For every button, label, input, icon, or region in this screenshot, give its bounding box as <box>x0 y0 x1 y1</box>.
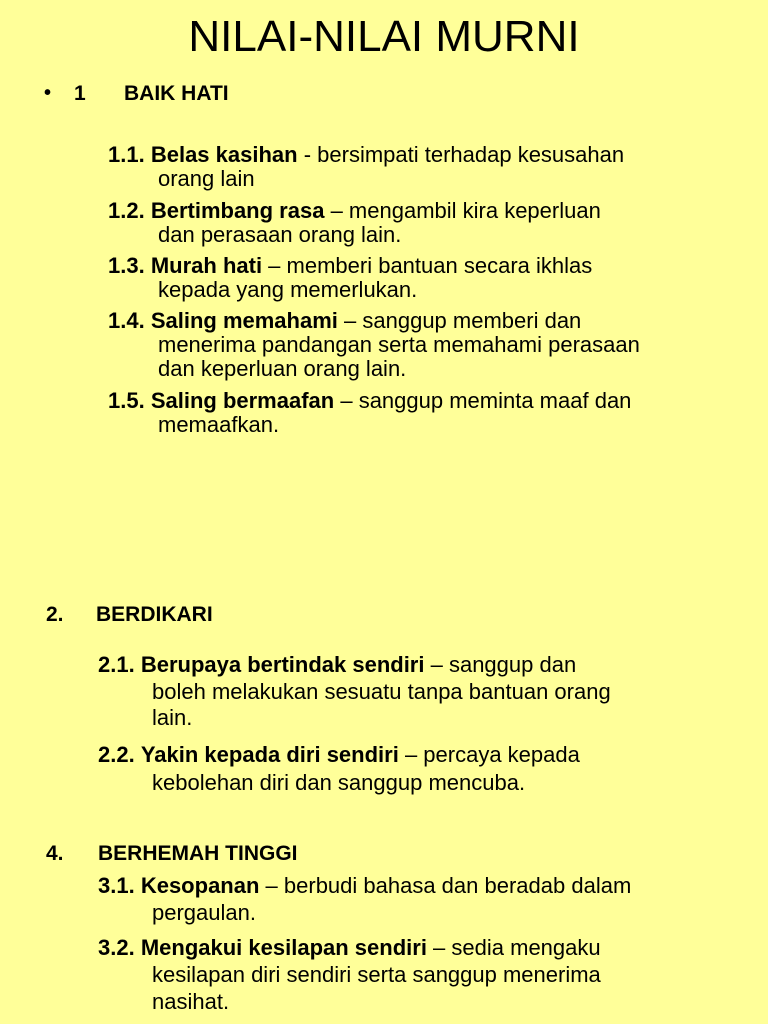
item-separator: – <box>424 652 449 677</box>
item-separator: - <box>297 142 318 167</box>
item-separator: – <box>398 742 424 767</box>
list-item <box>108 309 640 381</box>
page-title: NILAI-NILAI MURNI <box>188 12 580 61</box>
item-separator: – <box>337 308 363 333</box>
item-term: Bertimbang rasa <box>150 198 325 223</box>
section-number: 2. <box>46 603 64 626</box>
section-number: 4. <box>46 842 64 865</box>
item-number: 1.1. <box>108 142 145 167</box>
list-item <box>108 389 631 437</box>
item-number: 3.1. <box>98 873 135 898</box>
item-term: Murah hati <box>150 253 263 278</box>
item-description-cont: memaafkan. <box>158 412 280 437</box>
item-separator: – <box>426 935 452 960</box>
item-number: 1.4. <box>108 308 145 333</box>
item-separator: – <box>324 198 349 223</box>
item-term: Yakin kepada diri sendiri <box>140 742 399 767</box>
list-item <box>108 143 624 191</box>
item-term: Saling memahami <box>150 308 338 333</box>
section-label: BAIK HATI <box>124 82 229 105</box>
item-description-cont: kesilapan diri sendiri serta sanggup menerima <box>152 962 601 987</box>
item-description: sedia mengaku <box>451 935 601 960</box>
item-description-cont: lain. <box>152 705 193 730</box>
section-heading-baik-hati <box>74 82 229 106</box>
section-bullet: • <box>44 82 52 104</box>
item-description-cont: kebolehan diri dan sanggup mencuba. <box>152 770 526 795</box>
item-description: berbudi bahasa dan beradab dalam <box>283 873 632 898</box>
item-description: sanggup memberi dan <box>362 308 582 333</box>
item-number: 1.5. <box>108 388 145 413</box>
item-description: sanggup meminta maaf dan <box>358 388 632 413</box>
section-number: 1 <box>74 82 86 105</box>
item-description-cont: orang lain <box>158 166 255 191</box>
item-description: sanggup dan <box>448 652 577 677</box>
item-separator: – <box>334 388 359 413</box>
item-description-cont: dan keperluan orang lain. <box>158 356 407 381</box>
list-item <box>98 743 580 795</box>
item-description-cont: nasihat. <box>152 989 230 1014</box>
section-heading-berdikari <box>46 603 213 627</box>
item-term: Berupaya bertindak sendiri <box>140 652 425 677</box>
item-description: mengambil kira keperluan <box>348 198 601 223</box>
item-term: Mengakui kesilapan sendiri <box>140 935 427 960</box>
item-description: bersimpati terhadap kesusahan <box>317 142 625 167</box>
item-number: 3.2. <box>98 935 135 960</box>
list-item <box>98 874 631 925</box>
item-number: 2.1. <box>98 652 135 677</box>
item-number: 1.3. <box>108 253 145 278</box>
item-description: memberi bantuan secara ikhlas <box>286 253 593 278</box>
item-number: 1.2. <box>108 198 145 223</box>
list-item <box>108 254 592 302</box>
section-label: BERDIKARI <box>96 603 213 626</box>
item-separator: – <box>259 873 284 898</box>
item-description-cont: kepada yang memerlukan. <box>158 277 418 302</box>
item-separator: – <box>262 253 287 278</box>
item-term: Belas kasihan <box>150 142 298 167</box>
item-description-cont: pergaulan. <box>152 900 256 925</box>
item-description: percaya kepada <box>423 742 580 767</box>
item-term: Kesopanan <box>140 873 260 898</box>
list-item <box>98 653 611 730</box>
item-term: Saling bermaafan <box>150 388 335 413</box>
list-item <box>98 936 601 1014</box>
item-description-cont: dan perasaan orang lain. <box>158 222 402 247</box>
item-number: 2.2. <box>98 742 135 767</box>
item-description-cont: boleh melakukan sesuatu tanpa bantuan orang <box>152 679 611 704</box>
item-description-cont: menerima pandangan serta memahami perasaan <box>158 332 640 357</box>
section-label: BERHEMAH TINGGI <box>98 842 298 865</box>
list-item <box>108 199 601 247</box>
section-heading-berhemah-tinggi <box>46 842 298 866</box>
